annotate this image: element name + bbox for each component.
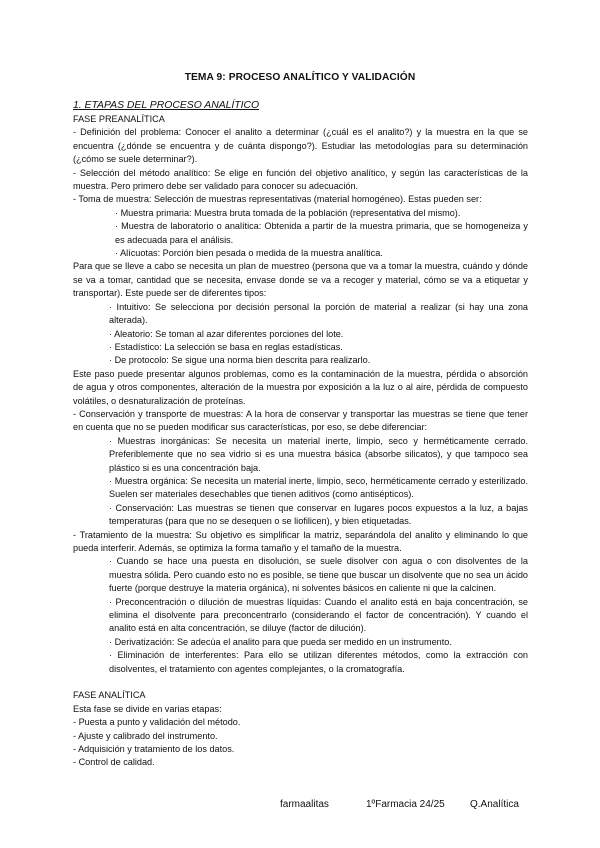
bullet-disolucion: · Cuando se hace una puesta en disolución, se suele disolver con agua o con disolventes de la muestra sólida. Pero cuando esto no es posible, se tiene que buscar un disolvente que no sea un ácido fuerte (porque destruye la materia orgánica), ni solventes básicos en caliente ni que la calcinen. <box>109 556 528 594</box>
paragraph-conservacion-transporte: - Conservación y transporte de muestras: A la hora de conservar y transportar las muestras se tiene que tener en cuenta que no se pueden modificar sus características, por eso, se debe diferenciar: <box>73 408 528 433</box>
list-item: - Adquisición y tratamiento de los datos. <box>73 744 235 755</box>
bullet-preconcentracion: · Preconcentración o dilución de muestras líquidas: Cuando el analito está en baja concentración, se elimina el disolvente para preconcentrarlo (considerando el factor de concentración). Y cuando el analito está en alta concentración, se diluye (factor de dilución). <box>109 596 528 634</box>
list-item: - Ajuste y calibrado del instrumento. <box>73 730 218 741</box>
list-item: - Control de calidad. <box>73 757 155 768</box>
subsection-heading-analitica: FASE ANALÍTICA <box>73 690 146 701</box>
bullet-muestra-organica: · Muestra orgánica: Se necesita un material inerte, limpio, seco, herméticamente cerrado y esterilizado. Suelen ser materiales desechables que tienen aditivos (como antisépticos). <box>109 475 528 500</box>
paragraph-problemas: Este paso puede presentar algunos problemas, como es la contaminación de la muestra, pérdida o absorción de agua y otros componentes, alteración de la muestra por exposición a la luz o al aire, pérdida de compuesto volátiles, o desnaturalización de proteínas. <box>73 368 528 406</box>
paragraph-analitica-intro: Esta fase se divide en varias etapas: <box>73 703 222 714</box>
paragraph-definicion: - Definición del problema: Conocer el analito a determinar (¿cuál es el analito?) y la muestra en la que se encuentra (¿dónde se encuentra y de cuánta dispongo?). Estudiar las metodologías para su determinación (¿cómo se suele determinar?). <box>73 127 528 165</box>
paragraph-toma-muestra: - Toma de muestra: Selección de muestras representativas (material homogéneo). Estas pueden ser: <box>73 194 482 205</box>
bullet-alicuotas: · Alícuotas: Porción bien pesada o medida de la muestra analítica. <box>115 248 383 259</box>
paragraph-seleccion-metodo: - Selección del método analítico: Se elige en función del objetivo analítico, y según las características de la muestra. Pero primero debe ser validado para conocer su adecuación. <box>73 167 528 192</box>
bullet-muestra-laboratorio: · Muestra de laboratorio o analítica: Obtenida a partir de la muestra primaria, que se homogeneiza y es adecuada para el análisis. <box>115 221 528 245</box>
footer-course: 1ºFarmacia 24/25 <box>366 799 445 810</box>
section-heading: 1. ETAPAS DEL PROCESO ANALÍTICO <box>73 100 260 111</box>
bullet-muestra-primaria: · Muestra primaria: Muestra bruta tomada de la población (representativa del mismo). <box>115 207 461 218</box>
bullet-eliminacion-interferentes: · Eliminación de interferentes: Para ello se utilizan diferentes métodos, como la extracción con disolventes, el tratamiento con agentes complejantes, o la cromatografía. <box>109 650 528 674</box>
footer-author: farmaalitas <box>280 799 329 810</box>
document-body <box>73 99 528 770</box>
paragraph-tratamiento: - Tratamiento de la muestra: Su objetivo es simplificar la matriz, separándola del analito y eliminando lo que pueda interferir. Además, se optimiza la forma tamaño y el tamaño de la muestra. <box>73 529 528 553</box>
paragraph-plan-muestreo: Para que se lleve a cabo se necesita un plan de muestreo (persona que va a tomar la muestra, cuándo y dónde se va a tomar, cantidad que se necesita, envase donde se va a recoger y material, cómo se va a etiquetar y transportar). Este puede ser de diferentes tipos: <box>73 261 528 299</box>
bullet-conservacion: · Conservación: Las muestras se tienen que conservar en lugares pocos expuestos a la luz, a bajas temperaturas (para que no se desequen o se liofilicen), y bien etiquetadas. <box>109 502 528 527</box>
page-title: TEMA 9: PROCESO ANALÍTICO Y VALIDACIÓN <box>184 72 416 83</box>
list-item: - Puesta a punto y validación del método. <box>73 717 241 728</box>
bullet-protocolo: · De protocolo: Se sigue una norma bien descrita para realizarlo. <box>109 355 371 366</box>
bullet-intuitivo: · Intuitivo: Se selecciona por decisión personal la porción de material a realizar (si hay una zona alterada). <box>109 301 528 326</box>
bullet-muestras-inorganicas: · Muestras inorgánicas: Se necesita un material inerte, limpio, seco y herméticamente cerrado. Preferiblemente que no sea vidrio si es una muestra básica (absorbe silicatos), y que tampoco sea plástico si es una concentración baja. <box>109 435 528 473</box>
bullet-estadistico: · Estadístico: La selección se basa en reglas estadísticas. <box>109 341 343 352</box>
bullet-derivatizacion: · Derivatización: Se adecúa el analito para que pueda ser medido en un instrumento. <box>109 636 452 647</box>
bullet-aleatorio: · Aleatorio: Se toman al azar diferentes porciones del lote. <box>109 328 344 339</box>
footer-subject: Q.Analítica <box>470 799 519 810</box>
subsection-heading-preanalitica: FASE PREANALÍTICA <box>73 114 165 124</box>
